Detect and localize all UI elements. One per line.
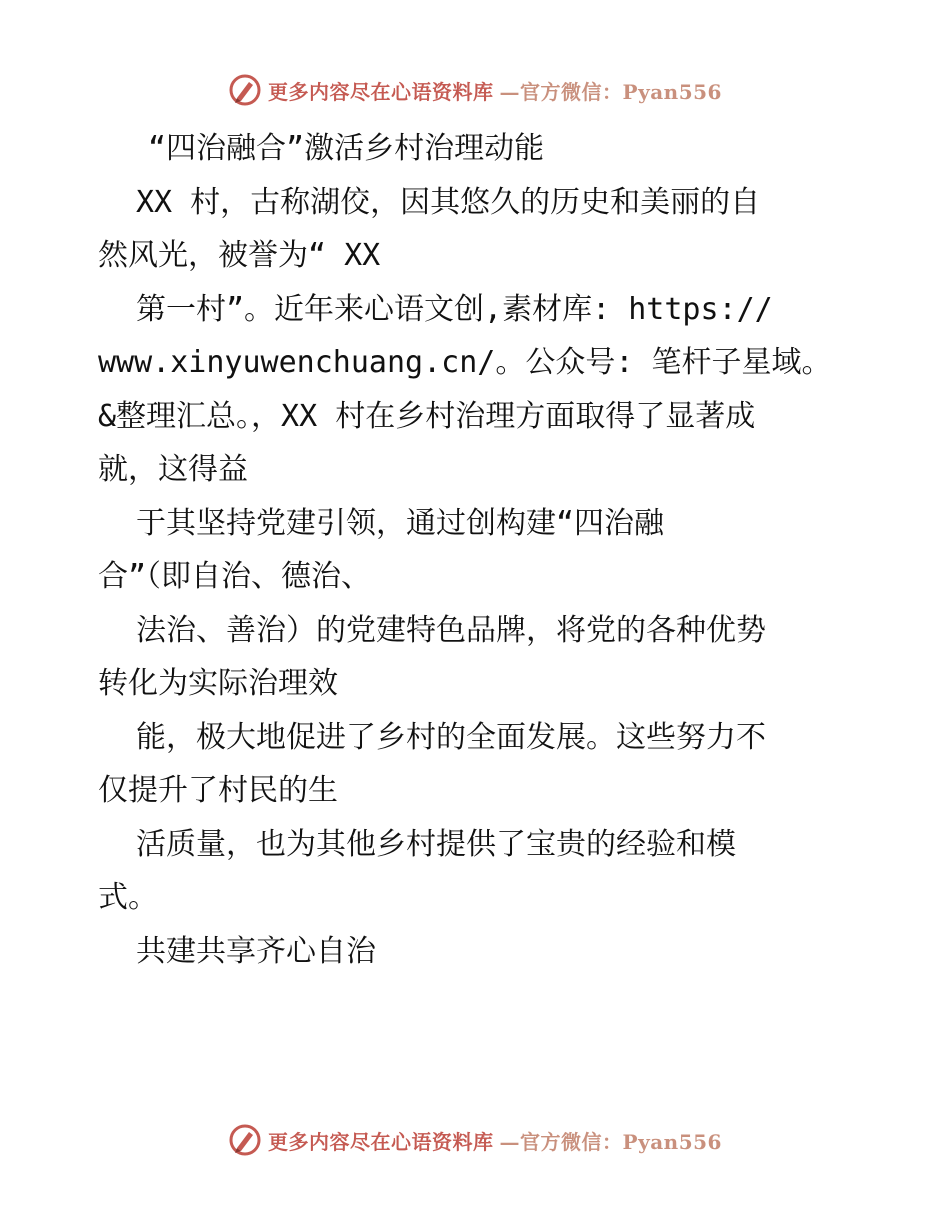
text-line: 然风光，被誉为“ XX bbox=[98, 238, 381, 273]
text-line: XX 村，古称湖佼，因其悠久的历史和美丽的自 bbox=[136, 184, 761, 220]
text-line: 就，这得益 bbox=[98, 452, 248, 487]
text-line: 式。 bbox=[98, 880, 158, 915]
text-line: 仅提升了村民的生 bbox=[98, 773, 338, 808]
text-line: 转化为实际治理效 bbox=[98, 666, 338, 701]
pen-logo-icon bbox=[228, 1123, 262, 1157]
text-line: www.xinyuwenchuang.cn/。公众号: 笔杆子星域。 bbox=[98, 345, 832, 380]
text-line: 能，极大地促进了乡村的全面发展。这些努力不 bbox=[136, 719, 766, 755]
header-watermark bbox=[0, 70, 950, 110]
text-line: 第一村”。近年来心语文创,素材库: https:// bbox=[136, 291, 773, 327]
text-line: 法治、善治）的党建特色品牌，将党的各种优势 bbox=[136, 612, 766, 648]
text-line: 合”（即自治、德治、 bbox=[98, 559, 372, 594]
text-line: &整理汇总。，XX 村在乡村治理方面取得了显著成 bbox=[98, 398, 756, 434]
text-line: 活质量，也为其他乡村提供了宝贵的经验和模 bbox=[136, 826, 736, 862]
text-line: 于其坚持党建引领，通过创构建“四治融 bbox=[136, 505, 665, 541]
watermark-sub-text: —官方微信：Pyan556 bbox=[499, 1129, 722, 1154]
watermark-main-text: 更多内容尽在心语资料库 bbox=[268, 1129, 494, 1154]
pen-logo-icon bbox=[228, 73, 262, 107]
watermark-sub-text: —官方微信：Pyan556 bbox=[499, 79, 722, 104]
document-body bbox=[98, 122, 858, 978]
watermark-main-text: 更多内容尽在心语资料库 bbox=[268, 79, 494, 104]
document-title: “四治融合”激活乡村治理动能 bbox=[148, 131, 545, 166]
section-heading: 共建共享齐心自治 bbox=[136, 933, 376, 969]
footer-watermark bbox=[0, 1120, 950, 1160]
